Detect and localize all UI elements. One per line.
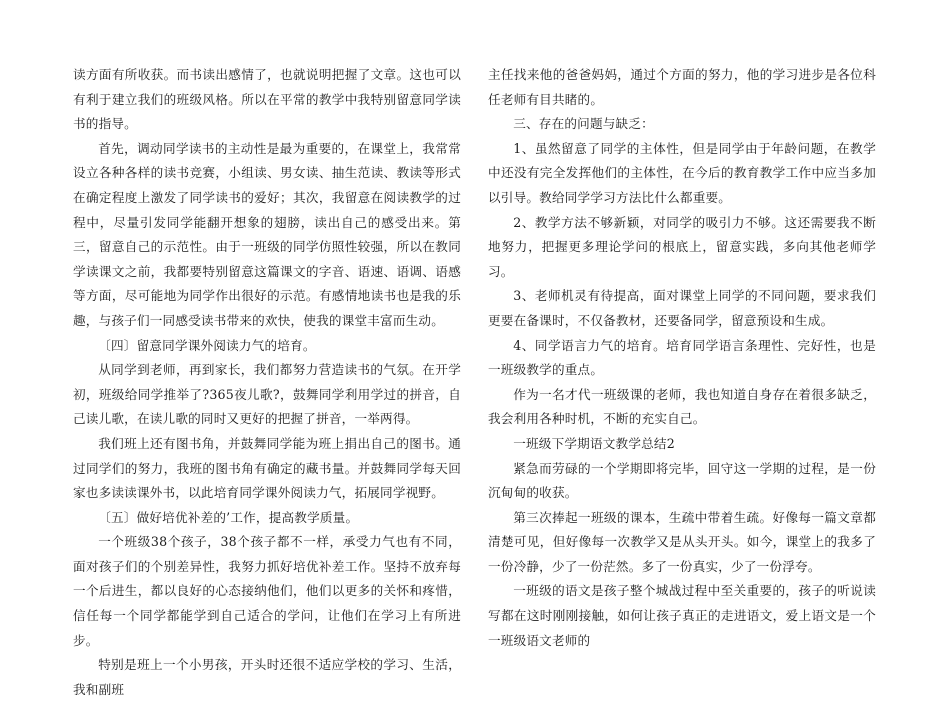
paragraph: 一班级的语文是孩子整个城战过程中至关重要的，孩子的听说读写都在这时刚刚接触，如何让孩子真正的走进语文，爱上语文是一个一班级语文老师的	[488, 583, 876, 648]
list-item: 4、同学语言力气的培育。培育同学语言条理性、完好性，也是一班级教学的重点。	[488, 337, 876, 378]
list-item: 1、虽然留意了同学的主体性，但是同学由于年龄问题，在教学中还没有完全发挥他们的主体性，在今后的教育教学工作中应当多加以引导。教给同学学习方法比什么都重要。	[488, 140, 876, 205]
list-item: 2、教学方法不够新颖，对同学的吸引力不够。这还需要我不断地努力，把握更多理论学问的根底上，留意实践，多向其他老师学习。	[488, 214, 876, 279]
section-heading: 三、存在的问题与缺乏：	[513, 116, 654, 132]
paragraph: 作为一名才代一班级课的老师，我也知道自身存在着很多缺乏，我会利用各种时机，不断的充实自己。	[488, 386, 876, 427]
right-text-column	[488, 63, 876, 653]
list-item: 3、老师机灵有待提高，面对课堂上同学的不同问题，要求我们更要在备课时，不仅备教材，还要备同学，留意预设和生成。	[488, 288, 876, 328]
paragraph: 首先，调动同学读书的主动性是最为重要的，在课堂上，我常常设立各种各样的读书竞赛，小组读、男女读、抽生范读、教读等形式在确定程度上激发了同学读书的爱好；其次，我留意在阅读教学的过程中，尽量引发同学能翻开想象的翅膀，读出自己的感受出来。第三，留意自己的示范性。由于一班级的同学仿照性较强，所以在教同学读课文之前，我都要特别留意这篇课文的字音、语速、语调、语感等方面，尽可能地为同学作出很好的示范。有感情地读书也是我的乐趣，与孩子们一同感受读书带来的欢快，使我的课堂丰富而生动。	[73, 140, 461, 328]
paragraph: 我们班上还有图书角，并鼓舞同学能为班上捐出自己的图书。通过同学们的努力，我班的图书角有确定的藏书量。并鼓舞同学每天回家也多读读课外书，以此培育同学课外阅读力气，拓展同学视野。	[73, 435, 461, 501]
paragraph: 紧急而劳碌的一个学期即将完毕，回守这一学期的过程，是一份沉甸甸的收获。	[488, 460, 876, 501]
paragraph: 主任找来他的爸爸妈妈，通过个方面的努力，他的学习进步是各位科任老师有目共睹的。	[488, 67, 876, 107]
paragraph: 读方面有所收获。而书读出感情了，也就说明把握了文章。这也可以有利于建立我们的班级风格。所以在平常的教学中我特别留意同学读书的指导。	[73, 67, 461, 132]
paragraph: 从同学到老师，再到家长，我们都努力营造读书的气氛。在开学初，班级给同学推举了?365夜儿歌?，鼓舞同学利用学过的拼音，自己读儿歌，在读儿歌的同时又更好的把握了拼音，一举两得。	[73, 362, 461, 427]
paragraph: 第三次捧起一班级的课本，生疏中带着生疏。好像每一篇文章都清楚可见，但好像每一次教学又是从头开头。如今，课堂上的我多了一份冷静，少了一份茫然。多了一份真实，少了一份浮夸。	[488, 509, 876, 574]
section-heading: 〔五〕做好培优补差的’工作，提高教学质量。	[98, 509, 359, 525]
document-title: 一班级下学期语文教学总结2	[513, 435, 675, 451]
paragraph: 一个班级38个孩子，38个孩子都不一样，承受力气也有不同，面对孩子们的个别差异性，我努力抓好培优补差工作。坚持不放弃每一个后进生，都以良好的心态接纳他们，他们以更多的关怀和疼惜，信任每一个同学都能学到自己适合的学问，让他们在学习上有所进步。	[73, 534, 461, 648]
left-text-column	[73, 63, 461, 702]
section-heading: 〔四〕留意同学课外阅读力气的培育。	[98, 337, 316, 353]
paragraph: 特别是班上一个小男孩，开头时还很不适应学校的学习、生活，我和副班	[73, 657, 461, 697]
